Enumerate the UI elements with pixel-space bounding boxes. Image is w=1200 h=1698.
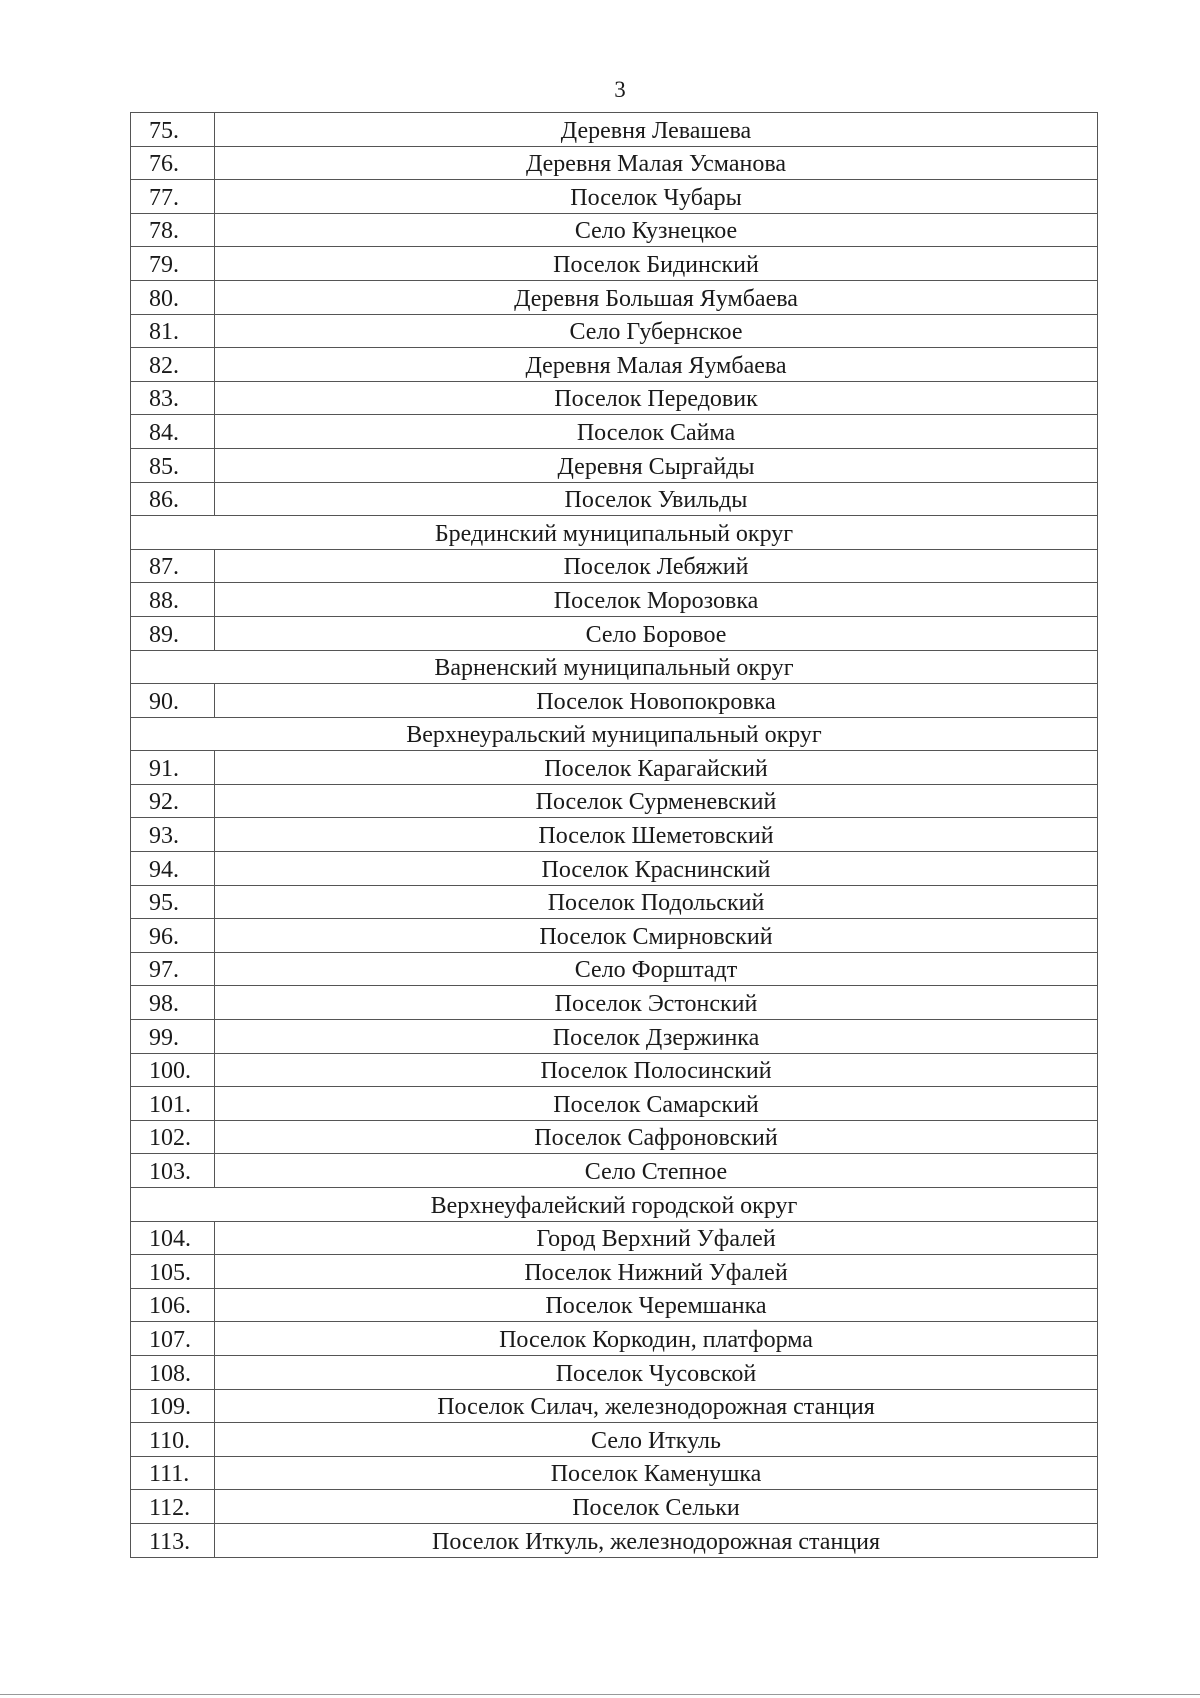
settlements-table: [130, 112, 1098, 1558]
row-number: 78.: [131, 213, 215, 247]
row-number: 102.: [131, 1120, 215, 1154]
table-row: [131, 1154, 1098, 1188]
settlement-name: Поселок Подольский: [215, 885, 1098, 919]
table-row: [131, 1523, 1098, 1557]
row-number: 98.: [131, 986, 215, 1020]
table-row: [131, 684, 1098, 718]
section-title: Варненский муниципальный округ: [131, 650, 1098, 684]
table-row: [131, 1288, 1098, 1322]
settlement-name: Поселок Карагайский: [215, 751, 1098, 785]
table-row: [131, 852, 1098, 886]
section-header-row: [131, 650, 1098, 684]
row-number: 83.: [131, 381, 215, 415]
settlement-name: Поселок Полосинский: [215, 1053, 1098, 1087]
settlement-name: Деревня Большая Яумбаева: [215, 280, 1098, 314]
row-number: 86.: [131, 482, 215, 516]
page-bottom-rule: [0, 1694, 1200, 1695]
settlement-name: Село Губернское: [215, 314, 1098, 348]
row-number: 91.: [131, 751, 215, 785]
table-row: [131, 616, 1098, 650]
row-number: 94.: [131, 852, 215, 886]
settlement-name: Поселок Черемшанка: [215, 1288, 1098, 1322]
settlement-name: Село Кузнецкое: [215, 213, 1098, 247]
table-row: [131, 314, 1098, 348]
settlement-name: Поселок Нижний Уфалей: [215, 1255, 1098, 1289]
settlement-name: Село Боровое: [215, 616, 1098, 650]
table-row: [131, 146, 1098, 180]
settlement-name: Город Верхний Уфалей: [215, 1221, 1098, 1255]
table-row: [131, 952, 1098, 986]
section-header-row: [131, 1188, 1098, 1222]
row-number: 90.: [131, 684, 215, 718]
row-number: 75.: [131, 113, 215, 147]
settlement-name: Поселок Чубары: [215, 180, 1098, 214]
table-row: [131, 1322, 1098, 1356]
row-number: 77.: [131, 180, 215, 214]
settlement-name: Село Форштадт: [215, 952, 1098, 986]
settlement-name: Деревня Левашева: [215, 113, 1098, 147]
row-number: 108.: [131, 1355, 215, 1389]
section-title: Верхнеуфалейский городской округ: [131, 1188, 1098, 1222]
table-row: [131, 1087, 1098, 1121]
row-number: 92.: [131, 784, 215, 818]
page-number: 3: [614, 77, 626, 102]
settlement-name: Поселок Шеметовский: [215, 818, 1098, 852]
settlement-name: Поселок Новопокровка: [215, 684, 1098, 718]
settlement-name: Деревня Малая Яумбаева: [215, 348, 1098, 382]
table-row: [131, 448, 1098, 482]
settlement-name: Поселок Чусовской: [215, 1355, 1098, 1389]
table-body: [131, 113, 1098, 1558]
table-row: [131, 381, 1098, 415]
row-number: 106.: [131, 1288, 215, 1322]
settlement-name: Поселок Коркодин, платформа: [215, 1322, 1098, 1356]
table-row: [131, 1456, 1098, 1490]
row-number: 107.: [131, 1322, 215, 1356]
table-row: [131, 280, 1098, 314]
section-title: Брединский муниципальный округ: [131, 516, 1098, 550]
settlement-name: Поселок Дзержинка: [215, 1020, 1098, 1054]
row-number: 103.: [131, 1154, 215, 1188]
row-number: 110.: [131, 1423, 215, 1457]
settlement-name: Поселок Иткуль, железнодорожная станция: [215, 1523, 1098, 1557]
table-row: [131, 213, 1098, 247]
row-number: 80.: [131, 280, 215, 314]
settlement-name: Село Иткуль: [215, 1423, 1098, 1457]
table-row: [131, 583, 1098, 617]
table-row: [131, 1389, 1098, 1423]
row-number: 97.: [131, 952, 215, 986]
section-title: Верхнеуральский муниципальный округ: [131, 717, 1098, 751]
table-row: [131, 1020, 1098, 1054]
row-number: 88.: [131, 583, 215, 617]
table-row: [131, 180, 1098, 214]
row-number: 82.: [131, 348, 215, 382]
settlement-name: Поселок Сайма: [215, 415, 1098, 449]
row-number: 101.: [131, 1087, 215, 1121]
row-number: 76.: [131, 146, 215, 180]
settlement-name: Село Степное: [215, 1154, 1098, 1188]
row-number: 105.: [131, 1255, 215, 1289]
table-row: [131, 1490, 1098, 1524]
table-row: [131, 247, 1098, 281]
table-row: [131, 482, 1098, 516]
settlement-name: Поселок Сафроновский: [215, 1120, 1098, 1154]
table-row: [131, 919, 1098, 953]
table-row: [131, 348, 1098, 382]
row-number: 93.: [131, 818, 215, 852]
row-number: 99.: [131, 1020, 215, 1054]
table-row: [131, 415, 1098, 449]
row-number: 79.: [131, 247, 215, 281]
row-number: 111.: [131, 1456, 215, 1490]
settlement-name: Деревня Малая Усманова: [215, 146, 1098, 180]
row-number: 100.: [131, 1053, 215, 1087]
table-row: [131, 784, 1098, 818]
table-row: [131, 751, 1098, 785]
settlement-name: Поселок Эстонский: [215, 986, 1098, 1020]
settlement-name: Поселок Краснинский: [215, 852, 1098, 886]
row-number: 96.: [131, 919, 215, 953]
settlement-name: Деревня Сыргайды: [215, 448, 1098, 482]
table-row: [131, 1423, 1098, 1457]
settlement-name: Поселок Самарский: [215, 1087, 1098, 1121]
table-row: [131, 1221, 1098, 1255]
table-row: [131, 818, 1098, 852]
settlement-name: Поселок Бидинский: [215, 247, 1098, 281]
table-row: [131, 1255, 1098, 1289]
settlement-name: Поселок Передовик: [215, 381, 1098, 415]
settlement-name: Поселок Смирновский: [215, 919, 1098, 953]
row-number: 81.: [131, 314, 215, 348]
row-number: 87.: [131, 549, 215, 583]
table-row: [131, 1120, 1098, 1154]
settlement-name: Поселок Увильды: [215, 482, 1098, 516]
table-row: [131, 1053, 1098, 1087]
table-row: [131, 986, 1098, 1020]
table-row: [131, 549, 1098, 583]
settlement-name: Поселок Морозовка: [215, 583, 1098, 617]
section-header-row: [131, 717, 1098, 751]
settlement-name: Поселок Каменушка: [215, 1456, 1098, 1490]
settlement-name: Поселок Сельки: [215, 1490, 1098, 1524]
row-number: 113.: [131, 1523, 215, 1557]
row-number: 89.: [131, 616, 215, 650]
row-number: 84.: [131, 415, 215, 449]
table-row: [131, 885, 1098, 919]
section-header-row: [131, 516, 1098, 550]
row-number: 112.: [131, 1490, 215, 1524]
row-number: 109.: [131, 1389, 215, 1423]
settlement-name: Поселок Лебяжий: [215, 549, 1098, 583]
table-row: [131, 113, 1098, 147]
settlement-name: Поселок Сурменевский: [215, 784, 1098, 818]
row-number: 95.: [131, 885, 215, 919]
settlement-name: Поселок Силач, железнодорожная станция: [215, 1389, 1098, 1423]
row-number: 104.: [131, 1221, 215, 1255]
table-row: [131, 1355, 1098, 1389]
row-number: 85.: [131, 448, 215, 482]
